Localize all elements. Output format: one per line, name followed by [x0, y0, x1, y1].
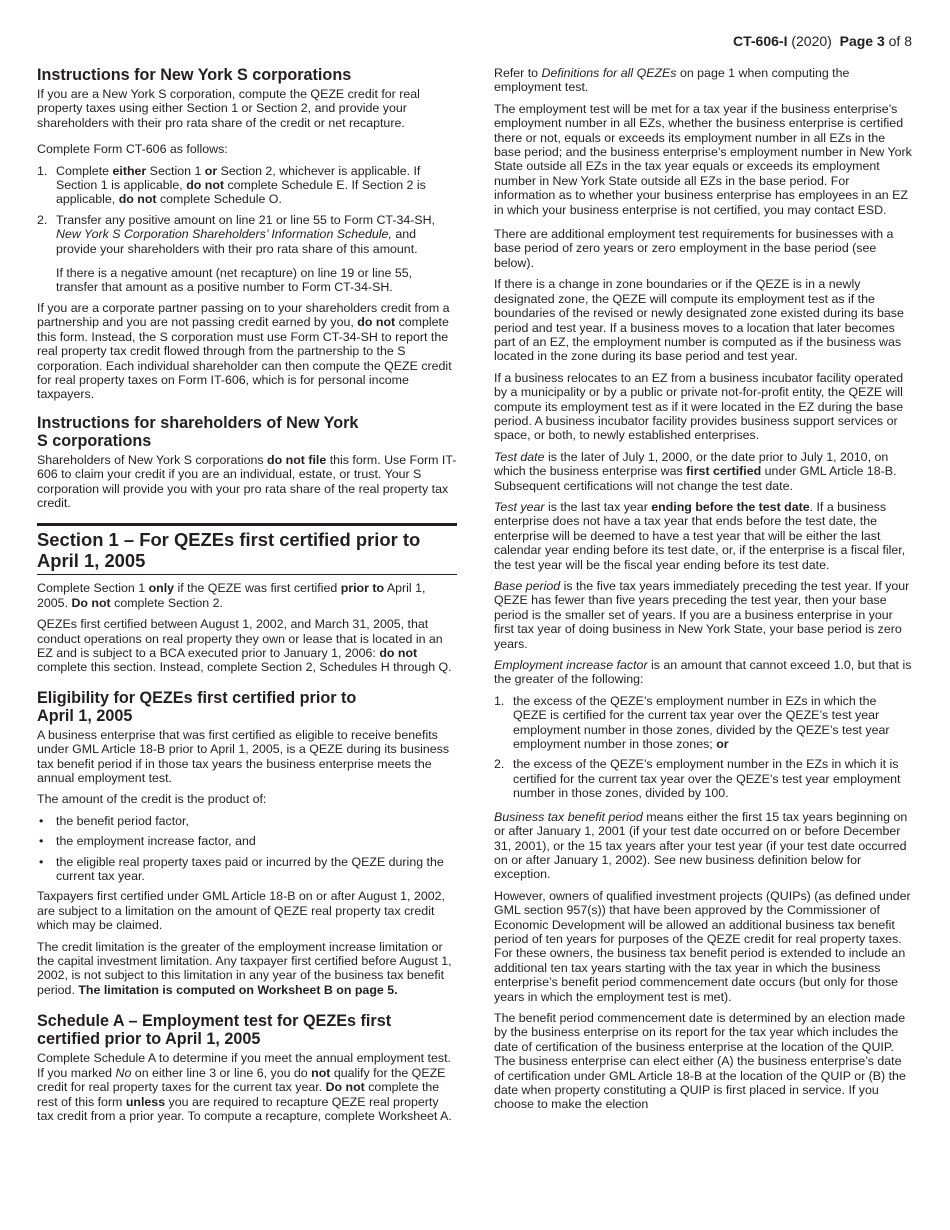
- list-item: • the employment increase factor, and: [37, 834, 457, 848]
- credit-limitation-paragraph: The credit limitation is the greater of the employment increase limitation or the capital investment limitation. Any taxpayer first certified before August 1, 2002, is not subject to this limitation in any year of the business tax benefit period. The limitation is computed on Worksheet B on page 5.: [37, 939, 452, 997]
- employment-increase-factor-definition: Employment increase factor is an amount that cannot exceed 1.0, but that is the greater of the following:: [494, 658, 912, 687]
- ny-s-corp-steps: [37, 164, 457, 295]
- page-header: [733, 34, 912, 48]
- left-column: [37, 66, 457, 1130]
- test-date-definition: Test date is the later of July 1, 2000, or the date prior to July 1, 2010, on which the business enterprise was first certified under GML Article 18-B. Subsequent certifications will not change the test date.: [494, 449, 897, 493]
- business-tax-benefit-period-definition: Business tax benefit period means either the first 15 tax years beginning on or after January 1, 2001 (if your test date occurred on or before December 31, 2001), or the 15 tax years after your test year (if your test date occurred on or after January 1, 2002). See new business definition below for exception.: [494, 809, 908, 882]
- corporate-partner-paragraph: If you are a corporate partner passing on to your shareholders credit from a partnership and you are not passing credit earned by you, do not complete this form. Instead, the S corporation must use Form CT-34-SH to report the real property tax credit flowed through from the partnership to the S corporation. Each individual shareholder can then compute the QEZE credit for real property taxes on Form IT-606, which is for personal income taxpayers.: [37, 300, 452, 402]
- limitation-paragraph: Taxpayers first certified under GML Article 18-B on or after August 1, 2002, are subject to a limitation on the amount of QEZE real property tax credit which may be claimed.: [37, 889, 445, 933]
- quip-paragraph: However, owners of qualified investment projects (QUIPs) (as defined under GML section 957(s)) that have been approved by the Commissioner of Economic Development will be allowed an additional business tax benefit period of ten years for purposes of the QEZE credit for real property taxes. For these owners, the business tax benefit period is extended to include an additional ten tax years starting with the tax year in which the business enterprise’s benefit period commencement date occurs (but only for those years in which the employment test is met).: [494, 888, 911, 1004]
- employment-test-paragraph: The employment test will be met for a tax year if the business enterprise’s employment number in all EZs, whether the business enterprise is certified there or not, equals or exceeds its employment number in all EZs in the base period; and the business enterprise’s employment number in New York State outside all EZs in the tax year equals or exceeds its employment number in New York State outside all EZs in the base period. For information as to whether your business enterprise has employees in an EZ in which your business enterprise is not certified, you may contact ESD.: [494, 101, 912, 217]
- list-item: • the benefit period factor,: [37, 814, 457, 828]
- right-column: [494, 66, 912, 1119]
- commencement-date-paragraph: The benefit period commencement date is determined by an election made by the business enterprise on its report for the tax year which includes the date of certification of the business enterprise at the location of the QUIP. The business enterprise can elect either (A) the business enterprise’s date of certification under GML Article 18-B at the location of the QUIP or (B) the date when property constituting a QUIP is first placed in service. If you choose to make the election: [494, 1010, 906, 1112]
- incubator-paragraph: If a business relocates to an EZ from a business incubator facility operated by a municipality or by a public or private not-for-profit entity, the QEZE will compute its employment test as if it were located in the EZ during the base period. A business incubator facility provides business support services or space, or both, to newly established enterprises.: [494, 370, 904, 443]
- section-1-intro: Complete Section 1 only if the QEZE was first certified prior to April 1, 2005. Do not complete Section 2.: [37, 581, 426, 610]
- ny-s-corp-heading: Instructions for New York S corporations: [37, 66, 352, 84]
- schedule-a-heading: Schedule A – Employment test for QEZEs first certified prior to April 1, 2005: [37, 1012, 392, 1049]
- eligibility-paragraph: A business enterprise that was first certified as eligible to receive benefits under GML Article 18-B prior to April 1, 2005, is a QEZE during its business tax benefit period if in those tax years the business enterprise meets the annual employment test.: [37, 727, 450, 785]
- credit-factors-list: [37, 814, 457, 884]
- base-period-definition: Base period is the five tax years immediately preceding the test year. If your QEZE has fewer than five years preceding the test year, then your base period is the smaller set of years. If you are a business enterprise in your first tax year of doing business in New York State, your base period is zero years.: [494, 579, 910, 651]
- section-1-bca-note: QEZEs first certified between August 1, 2002, and March 31, 2005, that conduct operations on real property they own or lease that is located in an EZ and is subject to a BCA executed prior to January 1, 2006: do not complete this section. Instead, complete Section 2, Schedules H through Q.: [37, 617, 452, 675]
- page-of: of 8: [888, 33, 912, 49]
- page-label: Page 3: [839, 33, 885, 49]
- test-year-definition: Test year is the last tax year ending before the test date. If a business enterprise does not have a tax year that ends before the test date, the enterprise will be deemed to have a test year that will be either the last calendar year ending before its test date, or, if the enterprise is a fiscal filer, the test year will be the fiscal year ending before its test date.: [494, 499, 906, 572]
- credit-product-intro: The amount of the credit is the product of:: [37, 792, 267, 807]
- step-2-negative-note: If there is a negative amount (net recapture) on line 19 or line 55, transfer that amount as a positive number to Form CT-34-SH.: [56, 266, 413, 295]
- eligibility-heading: Eligibility for QEZEs first certified prior to April 1, 2005: [37, 688, 357, 725]
- ny-s-corp-complete-form: Complete Form CT-606 as follows:: [37, 142, 228, 157]
- zone-boundaries-paragraph: If there is a change in zone boundaries or if the QEZE is in a newly designated zone, the QEZE will compute its employment test as if the boundaries of the revised or newly designated zone existed during its base period and test year. If a business moves to a location that later becomes part of an EZ, the employment number is computed as if the business was located in the zone during its base period and test year.: [494, 277, 904, 364]
- ny-s-corp-intro: If you are a New York S corporation, compute the QEZE credit for real property taxes using either Section 1 or Section 2, and provide your shareholders with their pro rata share of the credit or net recapture.: [37, 87, 420, 130]
- employment-increase-factor-list: [494, 694, 912, 801]
- step-2: 2. Transfer any positive amount on line 21 or line 55 to Form CT-34-SH, New York S Corporation Shareholders’ Information Schedule, and provide your shareholders with their pro rata share of this amount. If there is a negative amount (net recapture) on line 19 or line 55, transfer that amount as a positive number to Form CT-34-SH.: [37, 213, 457, 295]
- list-item: 1. the excess of the QEZE’s employment number in EZs in which the QEZE is certified for the current tax year over the QEZE’s test year employment number in those zones, divided by the QEZE’s test year employment number in those zones; or: [494, 693, 890, 752]
- section-1-heading: Section 1 – For QEZEs first certified prior to April 1, 2005: [37, 529, 421, 572]
- shareholders-paragraph: Shareholders of New York S corporations do not file this form. Use Form IT-606 to claim your credit if you are an individual, estate, or trust. Your S corporation will provide you with your pro rata share of the real property tax credit.: [37, 452, 457, 510]
- list-item: • the eligible real property taxes paid or incurred by the QEZE during the current tax year.: [37, 855, 457, 884]
- definitions-reference: Refer to Definitions for all QEZEs on page 1 when computing the employment test.: [494, 66, 850, 95]
- form-number: CT-606-I: [733, 33, 788, 49]
- additional-requirements-paragraph: There are additional employment test requirements for businesses with a base period of zero years or zero employment in the base period (see below).: [494, 227, 894, 270]
- schedule-a-paragraph: Complete Schedule A to determine if you meet the annual employment test. If you marked No on either line 3 or line 6, you do not qualify for the QEZE credit for real property taxes for the current tax year. Do not complete the rest of this form unless you are required to recapture QEZE real property tax credit from a prior year. To compute a recapture, complete Worksheet A.: [37, 1051, 452, 1123]
- form-year: (2020): [791, 33, 832, 49]
- step-1: 1. Complete either Section 1 or Section 2, whichever is applicable. If Section 1 is applicable, do not complete Schedule E. If Section 2 is applicable, do not complete Schedule O.: [37, 163, 426, 207]
- shareholders-heading: Instructions for shareholders of New York S corporations: [37, 413, 359, 450]
- list-item: 2. the excess of the QEZE’s employment number in the EZs in which it is certified for the current tax year over the QEZE’s test year employment number in those zones, divided by 100.: [494, 757, 901, 801]
